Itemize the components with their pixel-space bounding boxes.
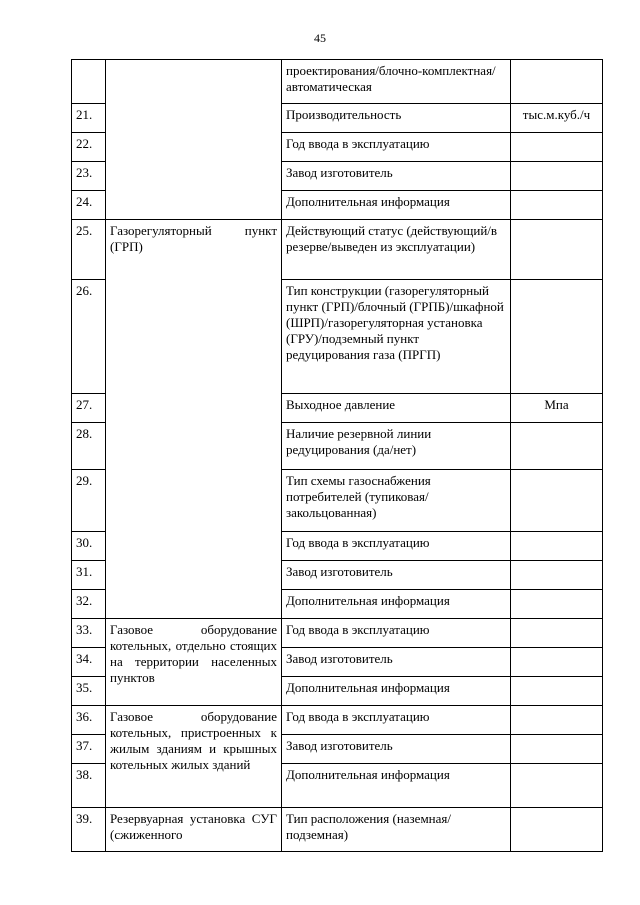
parameter-cell: Год ввода в эксплуатацию (282, 532, 511, 561)
row-number: 25. (72, 220, 106, 280)
table-row (72, 220, 603, 280)
unit-cell (511, 648, 603, 677)
unit-cell (511, 470, 603, 532)
parameter-cell: Дополнительная информация (282, 677, 511, 706)
parameter-cell: Тип конструкции (газорегуляторный пункт (ГРП)/блочный (ГРПБ)/шкафной (ШРП)/газорегуляторная установка (ГРУ)/подземный пункт редуцирования газа (ПРГП) (282, 280, 511, 394)
unit-cell (511, 706, 603, 735)
unit-cell (511, 191, 603, 220)
equipment-parameters-table (71, 59, 603, 852)
row-number: 27. (72, 394, 106, 423)
row-number: 34. (72, 648, 106, 677)
row-number: 36. (72, 706, 106, 735)
unit-cell (511, 764, 603, 808)
table-row (72, 808, 603, 852)
unit-cell (511, 162, 603, 191)
unit-cell (511, 808, 603, 852)
table-row (72, 706, 603, 735)
unit-cell: тыс.м.куб./ч (511, 104, 603, 133)
unit-cell (511, 423, 603, 470)
unit-cell (511, 532, 603, 561)
parameter-cell: Производительность (282, 104, 511, 133)
row-number: 26. (72, 280, 106, 394)
row-number: 24. (72, 191, 106, 220)
parameter-cell: Дополнительная информация (282, 764, 511, 808)
group-name-cell-continued (106, 60, 282, 220)
unit-cell (511, 677, 603, 706)
unit-cell (511, 619, 603, 648)
group-name-boiler-standalone: Газовое оборудование котельных, отдельно стоящих на территории населенных пунктов (106, 619, 282, 706)
unit-cell (511, 133, 603, 162)
group-name-grp: Газорегуляторный пункт (ГРП) (106, 220, 282, 619)
group-name-boiler-attached: Газовое оборудование котельных, пристроенных к жилым зданиям и крышных котельных жилых зданий (106, 706, 282, 808)
parameter-cell: Тип схемы газоснабжения потребителей (тупиковая/закольцованная) (282, 470, 511, 532)
parameter-cell: Дополнительная информация (282, 191, 511, 220)
parameter-cell: Дополнительная информация (282, 590, 511, 619)
row-number: 31. (72, 561, 106, 590)
row-number: 23. (72, 162, 106, 191)
parameter-cell: Год ввода в эксплуатацию (282, 619, 511, 648)
row-number (72, 60, 106, 104)
unit-cell: Мпа (511, 394, 603, 423)
row-number: 30. (72, 532, 106, 561)
unit-cell (511, 735, 603, 764)
row-number: 22. (72, 133, 106, 162)
unit-cell (511, 220, 603, 280)
parameter-cell: Завод изготовитель (282, 735, 511, 764)
group-name-reservoir: Резервуарная установка СУГ (сжиженного (106, 808, 282, 852)
row-number: 28. (72, 423, 106, 470)
row-number: 37. (72, 735, 106, 764)
table-row (72, 60, 603, 104)
row-number: 33. (72, 619, 106, 648)
parameter-cell: Завод изготовитель (282, 162, 511, 191)
parameter-cell: проектирования/блочно-комплектная/автоматическая (282, 60, 511, 104)
row-number: 38. (72, 764, 106, 808)
parameter-cell: Тип расположения (наземная/подземная) (282, 808, 511, 852)
unit-cell (511, 590, 603, 619)
row-number: 21. (72, 104, 106, 133)
parameter-cell: Завод изготовитель (282, 648, 511, 677)
table-row (72, 619, 603, 648)
page-number: 45 (314, 31, 326, 45)
parameter-cell: Год ввода в эксплуатацию (282, 133, 511, 162)
parameter-cell: Год ввода в эксплуатацию (282, 706, 511, 735)
parameter-cell: Выходное давление (282, 394, 511, 423)
parameter-cell: Наличие резервной линии редуцирования (да/нет) (282, 423, 511, 470)
unit-cell (511, 280, 603, 394)
unit-cell (511, 60, 603, 104)
row-number: 29. (72, 470, 106, 532)
parameter-cell: Завод изготовитель (282, 561, 511, 590)
row-number: 39. (72, 808, 106, 852)
parameter-cell: Действующий статус (действующий/в резерве/выведен из эксплуатации) (282, 220, 511, 280)
unit-cell (511, 561, 603, 590)
row-number: 35. (72, 677, 106, 706)
row-number: 32. (72, 590, 106, 619)
